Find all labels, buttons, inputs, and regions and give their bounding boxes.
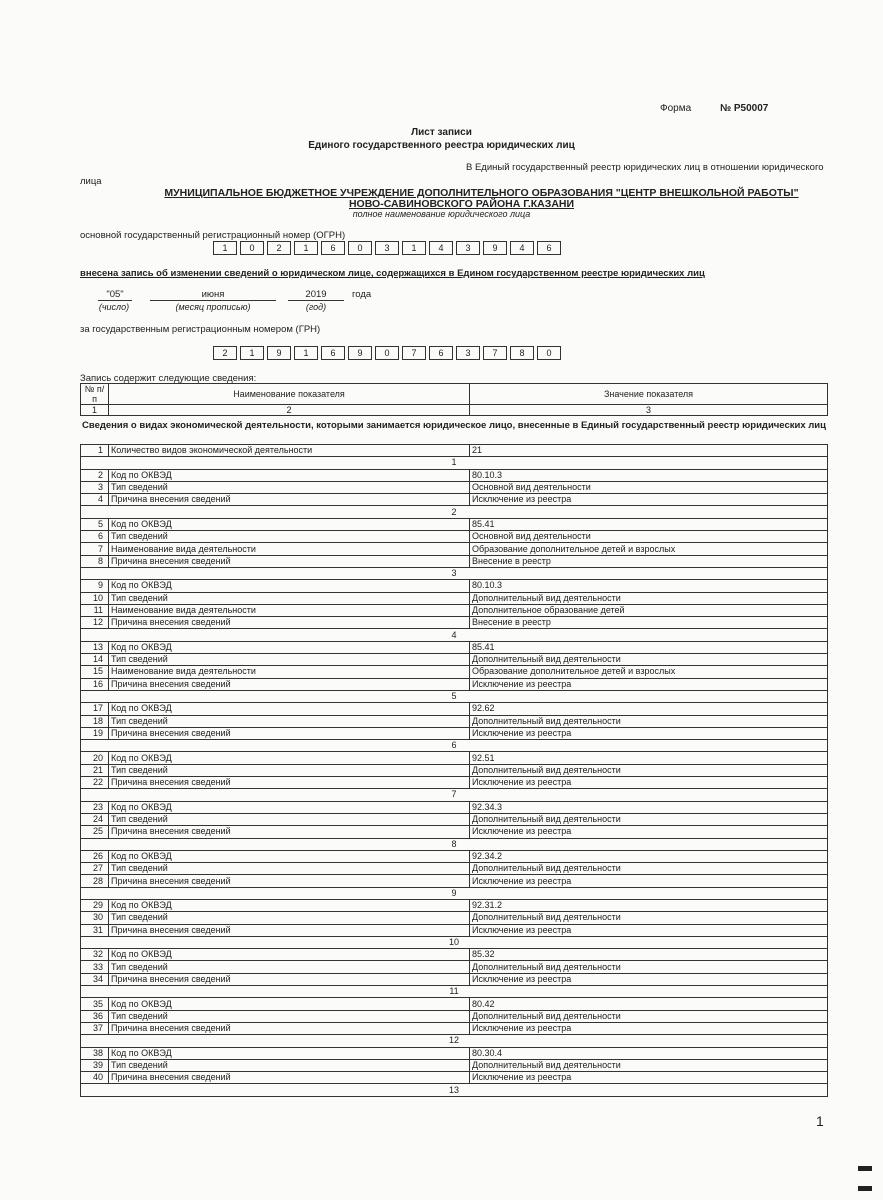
row-indicator-value: Основной вид деятельности (470, 531, 828, 543)
grn-digit: 0 (537, 346, 561, 360)
row-indicator-name: Код по ОКВЭД (109, 580, 470, 592)
grn-digit: 7 (483, 346, 507, 360)
row-number: 24 (81, 813, 109, 825)
row-number: 32 (81, 949, 109, 961)
row-number: 34 (81, 973, 109, 985)
group-number: 7 (81, 789, 828, 801)
header-col-name: Наименование показателя (109, 384, 470, 405)
row-number: 33 (81, 961, 109, 973)
group-number: 1 (81, 457, 828, 469)
table-row (81, 1047, 828, 1059)
table-row (81, 752, 828, 764)
row-number: 23 (81, 801, 109, 813)
ogrn-digit: 1 (213, 241, 237, 255)
row-indicator-value: Дополнительное образование детей (470, 604, 828, 616)
table-row (81, 727, 828, 739)
table-row (81, 863, 828, 875)
row-indicator-name: Тип сведений (109, 592, 470, 604)
table-row (81, 518, 828, 530)
row-indicator-value: Исключение из реестра (470, 875, 828, 887)
row-indicator-value: 80.30.4 (470, 1047, 828, 1059)
row-indicator-value: Исключение из реестра (470, 924, 828, 936)
row-indicator-value: Исключение из реестра (470, 826, 828, 838)
row-number: 6 (81, 531, 109, 543)
row-indicator-name: Тип сведений (109, 481, 470, 493)
date-month: июня (150, 289, 276, 301)
group-number: 13 (81, 1084, 828, 1096)
row-indicator-name: Тип сведений (109, 1059, 470, 1071)
row-indicator-name: Причина внесения сведений (109, 1072, 470, 1084)
row-indicator-name: Код по ОКВЭД (109, 850, 470, 862)
header-num-row (81, 405, 828, 416)
table-row (81, 531, 828, 543)
row-indicator-value: Дополнительный вид деятельности (470, 715, 828, 727)
entry-statement: внесена запись об изменении сведений о юридическом лице, содержащихся в Едином государственном реестре юридических лиц (80, 268, 705, 279)
row-indicator-name: Причина внесения сведений (109, 727, 470, 739)
table-row (81, 1072, 828, 1084)
group-row (81, 506, 828, 518)
row-indicator-name: Тип сведений (109, 715, 470, 727)
form-number: № Р50007 (719, 103, 769, 114)
document-title: Лист записи (411, 127, 472, 138)
row-number: 36 (81, 1010, 109, 1022)
page-number: 1 (816, 1113, 824, 1129)
row-number: 14 (81, 654, 109, 666)
group-number: 6 (81, 740, 828, 752)
grn-digit-boxes (213, 346, 564, 360)
row-number: 21 (81, 764, 109, 776)
table-row (81, 813, 828, 825)
row-indicator-name: Код по ОКВЭД (109, 518, 470, 530)
grn-label: за государственным регистрационным номером (ГРН) (80, 324, 321, 335)
row-number: 12 (81, 617, 109, 629)
row-number: 27 (81, 863, 109, 875)
row-indicator-name: Тип сведений (109, 912, 470, 924)
row-number: 15 (81, 666, 109, 678)
entity-name-line1: МУНИЦИПАЛЬНОЕ БЮДЖЕТНОЕ УЧРЕЖДЕНИЕ ДОПОЛНИТЕЛЬНОГО ОБРАЗОВАНИЯ "ЦЕНТР ВНЕШКОЛЬНОЙ РАБОТЫ" (164, 187, 799, 199)
row-indicator-name: Код по ОКВЭД (109, 752, 470, 764)
row-number: 3 (81, 481, 109, 493)
grn-digit: 1 (294, 346, 318, 360)
row-number: 30 (81, 912, 109, 924)
table-row (81, 703, 828, 715)
grn-digit: 0 (375, 346, 399, 360)
row-number: 37 (81, 1022, 109, 1034)
table-row (81, 998, 828, 1010)
row-indicator-value: Исключение из реестра (470, 973, 828, 985)
row-indicator-name: Код по ОКВЭД (109, 998, 470, 1010)
table-row (81, 604, 828, 616)
row-indicator-name: Тип сведений (109, 654, 470, 666)
ogrn-digit: 4 (510, 241, 534, 255)
table-row (81, 961, 828, 973)
table-row (81, 924, 828, 936)
table-row (81, 580, 828, 592)
table-row (81, 666, 828, 678)
grn-digit: 3 (456, 346, 480, 360)
table-row (81, 949, 828, 961)
row-indicator-value: Дополнительный вид деятельности (470, 961, 828, 973)
table-row (81, 899, 828, 911)
row-indicator-value: 85.32 (470, 949, 828, 961)
row-indicator-value: 92.34.3 (470, 801, 828, 813)
row-indicator-value: Образование дополнительное детей и взрослых (470, 666, 828, 678)
row-indicator-name: Причина внесения сведений (109, 1022, 470, 1034)
row-number: 10 (81, 592, 109, 604)
entity-name-caption: полное наименование юридического лица (352, 209, 531, 219)
row-indicator-value: 92.34.2 (470, 850, 828, 862)
group-number: 9 (81, 887, 828, 899)
row-number: 11 (81, 604, 109, 616)
table-row (81, 592, 828, 604)
grn-digit: 9 (267, 346, 291, 360)
ogrn-digit: 9 (483, 241, 507, 255)
group-number: 11 (81, 986, 828, 998)
row-indicator-value: 85.41 (470, 641, 828, 653)
row-number: 7 (81, 543, 109, 555)
row-number: 39 (81, 1059, 109, 1071)
ogrn-digit: 0 (348, 241, 372, 255)
row-indicator-value: Исключение из реестра (470, 727, 828, 739)
grn-digit: 2 (213, 346, 237, 360)
ogrn-digit: 3 (375, 241, 399, 255)
row-number: 17 (81, 703, 109, 715)
table-row (81, 617, 828, 629)
ogrn-digit: 3 (456, 241, 480, 255)
group-row (81, 887, 828, 899)
ogrn-digit: 6 (537, 241, 561, 255)
grn-digit: 6 (429, 346, 453, 360)
header-num-3: 3 (470, 405, 828, 416)
document-subtitle: Единого государственного реестра юридических лиц (308, 140, 575, 151)
row-indicator-value: Исключение из реестра (470, 678, 828, 690)
table-row (81, 1059, 828, 1071)
row-indicator-name: Код по ОКВЭД (109, 801, 470, 813)
table-row (81, 912, 828, 924)
form-label: Форма (660, 103, 692, 114)
row-indicator-name: Код по ОКВЭД (109, 641, 470, 653)
header-num-2: 2 (109, 405, 470, 416)
date-day-caption: (число) (98, 302, 130, 312)
row-indicator-name: Причина внесения сведений (109, 875, 470, 887)
scan-edge-mark (858, 1186, 872, 1191)
intro-text: В Единый государственный реестр юридических лиц в отношении юридического (466, 162, 824, 173)
row-indicator-value: 80.10.3 (470, 580, 828, 592)
table-row (81, 973, 828, 985)
row-indicator-value: Дополнительный вид деятельности (470, 912, 828, 924)
table-row (81, 850, 828, 862)
row-number: 38 (81, 1047, 109, 1059)
row-number: 26 (81, 850, 109, 862)
row-indicator-value: Дополнительный вид деятельности (470, 654, 828, 666)
row-indicator-value: 92.31.2 (470, 899, 828, 911)
group-number: 5 (81, 690, 828, 702)
table-row (81, 543, 828, 555)
group-number: 3 (81, 567, 828, 579)
row-number: 31 (81, 924, 109, 936)
row-indicator-value: Исключение из реестра (470, 494, 828, 506)
row-number: 28 (81, 875, 109, 887)
row-indicator-name: Причина внесения сведений (109, 555, 470, 567)
row-number: 13 (81, 641, 109, 653)
group-row (81, 457, 828, 469)
header-table (80, 383, 828, 416)
row-indicator-value: 85.41 (470, 518, 828, 530)
ogrn-digit: 2 (267, 241, 291, 255)
table-row (81, 678, 828, 690)
row-indicator-name: Код по ОКВЭД (109, 469, 470, 481)
row-indicator-value: 92.62 (470, 703, 828, 715)
form-number-line (660, 103, 768, 114)
row-indicator-value: 80.10.3 (470, 469, 828, 481)
table-row (81, 494, 828, 506)
row-indicator-name: Наименование вида деятельности (109, 666, 470, 678)
grn-digit: 7 (402, 346, 426, 360)
row-indicator-name: Тип сведений (109, 531, 470, 543)
group-number: 4 (81, 629, 828, 641)
row-indicator-value: Основной вид деятельности (470, 481, 828, 493)
group-number: 12 (81, 1035, 828, 1047)
table-row (81, 715, 828, 727)
ogrn-digit: 4 (429, 241, 453, 255)
header-col-value: Значение показателя (470, 384, 828, 405)
row-indicator-name: Тип сведений (109, 863, 470, 875)
row-number: 18 (81, 715, 109, 727)
row-indicator-name: Тип сведений (109, 813, 470, 825)
row-number: 29 (81, 899, 109, 911)
table-row (81, 1022, 828, 1034)
row-indicator-name: Причина внесения сведений (109, 777, 470, 789)
row-number: 9 (81, 580, 109, 592)
row-number: 2 (81, 469, 109, 481)
ogrn-digit: 1 (294, 241, 318, 255)
table-row (81, 826, 828, 838)
row-number: 8 (81, 555, 109, 567)
date-day: "05" (98, 289, 132, 301)
table-row (81, 445, 828, 457)
row-indicator-value: Дополнительный вид деятельности (470, 592, 828, 604)
group-row (81, 1035, 828, 1047)
section-title: Сведения о видах экономической деятельности, которыми занимается юридическое лицо, внесенные в Единый государственный реестр юридических лиц (82, 420, 826, 431)
group-row (81, 986, 828, 998)
activity-table (80, 444, 828, 1097)
date-year-suffix: года (352, 289, 372, 300)
table-row (81, 777, 828, 789)
ogrn-digit-boxes (213, 241, 564, 255)
row-number: 19 (81, 727, 109, 739)
table-row (81, 875, 828, 887)
row-indicator-value: Исключение из реестра (470, 1072, 828, 1084)
date-month-caption: (месяц прописью) (175, 302, 251, 312)
table-row (81, 1010, 828, 1022)
ogrn-label: основной государственный регистрационный номер (ОГРН) (80, 230, 346, 241)
scan-edge-mark (858, 1166, 872, 1171)
row-number: 5 (81, 518, 109, 530)
table-row (81, 764, 828, 776)
row-number: 1 (81, 445, 109, 457)
row-indicator-name: Код по ОКВЭД (109, 703, 470, 715)
row-indicator-value: 80.42 (470, 998, 828, 1010)
row-indicator-name: Тип сведений (109, 961, 470, 973)
row-indicator-name: Тип сведений (109, 1010, 470, 1022)
group-row (81, 629, 828, 641)
row-number: 20 (81, 752, 109, 764)
group-number: 8 (81, 838, 828, 850)
row-indicator-value: Внесение в реестр (470, 617, 828, 629)
table-row (81, 481, 828, 493)
row-indicator-value: Дополнительный вид деятельности (470, 1010, 828, 1022)
row-indicator-name: Количество видов экономической деятельности (109, 445, 470, 457)
group-row (81, 789, 828, 801)
ogrn-digit: 6 (321, 241, 345, 255)
group-row (81, 567, 828, 579)
row-indicator-name: Причина внесения сведений (109, 678, 470, 690)
group-number: 10 (81, 936, 828, 948)
entity-name-line2: НОВО-САВИНОВСКОГО РАЙОНА Г.КАЗАНИ (348, 198, 575, 210)
row-indicator-value: Дополнительный вид деятельности (470, 813, 828, 825)
row-indicator-name: Причина внесения сведений (109, 826, 470, 838)
date-year: 2019 (288, 289, 344, 301)
row-indicator-name: Наименование вида деятельности (109, 604, 470, 616)
date-year-caption: (год) (305, 302, 327, 312)
row-indicator-name: Наименование вида деятельности (109, 543, 470, 555)
row-indicator-name: Тип сведений (109, 764, 470, 776)
group-row (81, 690, 828, 702)
row-indicator-name: Код по ОКВЭД (109, 1047, 470, 1059)
row-indicator-name: Причина внесения сведений (109, 973, 470, 985)
header-row (81, 384, 828, 405)
table-row (81, 654, 828, 666)
row-number: 16 (81, 678, 109, 690)
row-number: 35 (81, 998, 109, 1010)
row-indicator-value: Дополнительный вид деятельности (470, 863, 828, 875)
row-indicator-value: Внесение в реестр (470, 555, 828, 567)
row-indicator-name: Код по ОКВЭД (109, 949, 470, 961)
group-number: 2 (81, 506, 828, 518)
row-number: 22 (81, 777, 109, 789)
row-indicator-value: 92.51 (470, 752, 828, 764)
row-indicator-name: Причина внесения сведений (109, 494, 470, 506)
group-row (81, 936, 828, 948)
row-indicator-name: Причина внесения сведений (109, 924, 470, 936)
ogrn-digit: 0 (240, 241, 264, 255)
group-row (81, 838, 828, 850)
row-indicator-name: Код по ОКВЭД (109, 899, 470, 911)
grn-digit: 8 (510, 346, 534, 360)
row-indicator-value: Образование дополнительное детей и взрослых (470, 543, 828, 555)
ogrn-digit: 1 (402, 241, 426, 255)
row-number: 25 (81, 826, 109, 838)
group-row (81, 740, 828, 752)
table-row (81, 801, 828, 813)
header-num-1: 1 (81, 405, 109, 416)
row-indicator-value: Дополнительный вид деятельности (470, 764, 828, 776)
intro-text-cont: лица (80, 176, 102, 187)
grn-digit: 9 (348, 346, 372, 360)
row-indicator-value: Исключение из реестра (470, 777, 828, 789)
grn-digit: 6 (321, 346, 345, 360)
group-row (81, 1084, 828, 1096)
row-number: 4 (81, 494, 109, 506)
table-row (81, 641, 828, 653)
row-indicator-value: Дополнительный вид деятельности (470, 1059, 828, 1071)
row-indicator-name: Причина внесения сведений (109, 617, 470, 629)
contains-label: Запись содержит следующие сведения: (80, 373, 257, 384)
table-row (81, 555, 828, 567)
row-number: 40 (81, 1072, 109, 1084)
row-indicator-value: 21 (470, 445, 828, 457)
grn-digit: 1 (240, 346, 264, 360)
header-col-num: № п/п (81, 384, 109, 405)
row-indicator-value: Исключение из реестра (470, 1022, 828, 1034)
table-row (81, 469, 828, 481)
